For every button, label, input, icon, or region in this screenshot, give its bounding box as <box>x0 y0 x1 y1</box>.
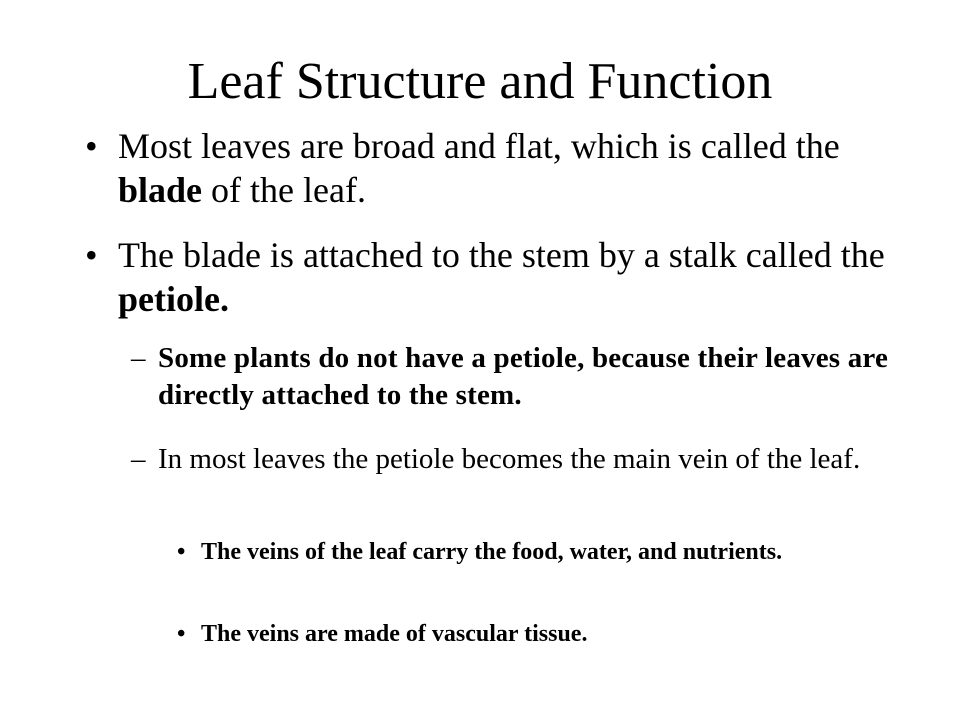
bullet-marker: • <box>85 126 98 166</box>
bullet-point-blade <box>85 124 885 212</box>
slide-title: Leaf Structure and Function <box>187 53 773 110</box>
subsubpoint-text: The veins are made of vascular tissue. <box>201 621 588 647</box>
bullet-text <box>118 233 885 321</box>
bullet-text-part: The blade is attached to the stem by a stalk called the <box>118 235 885 275</box>
subpoint-no-petiole <box>131 340 891 414</box>
subsubpoint-vascular-tissue <box>177 619 877 649</box>
subpoint-text: Some plants do not have a petiole, because their leaves are directly attached to the stem. <box>158 342 889 411</box>
dash-marker: – <box>131 443 146 475</box>
bullet-marker: • <box>177 539 186 565</box>
bullet-point-petiole <box>85 233 885 321</box>
bullet-emphasis: blade <box>118 170 203 210</box>
bullet-text-part: Most leaves are broad and flat, which is called the <box>118 126 840 166</box>
bullet-text-part: of the leaf. <box>202 170 366 210</box>
bullet-marker: • <box>85 235 98 275</box>
bullet-text <box>118 124 885 212</box>
bullet-marker: • <box>177 621 186 647</box>
subpoint-text: In most leaves the petiole becomes the main vein of the leaf. <box>158 443 861 475</box>
subsubpoint-text: The veins of the leaf carry the food, water, and nutrients. <box>201 539 783 565</box>
subsubpoint-veins-carry <box>177 537 877 567</box>
bullet-emphasis: petiole. <box>118 279 229 319</box>
subpoint-main-vein <box>131 441 891 478</box>
dash-marker: – <box>131 342 146 374</box>
